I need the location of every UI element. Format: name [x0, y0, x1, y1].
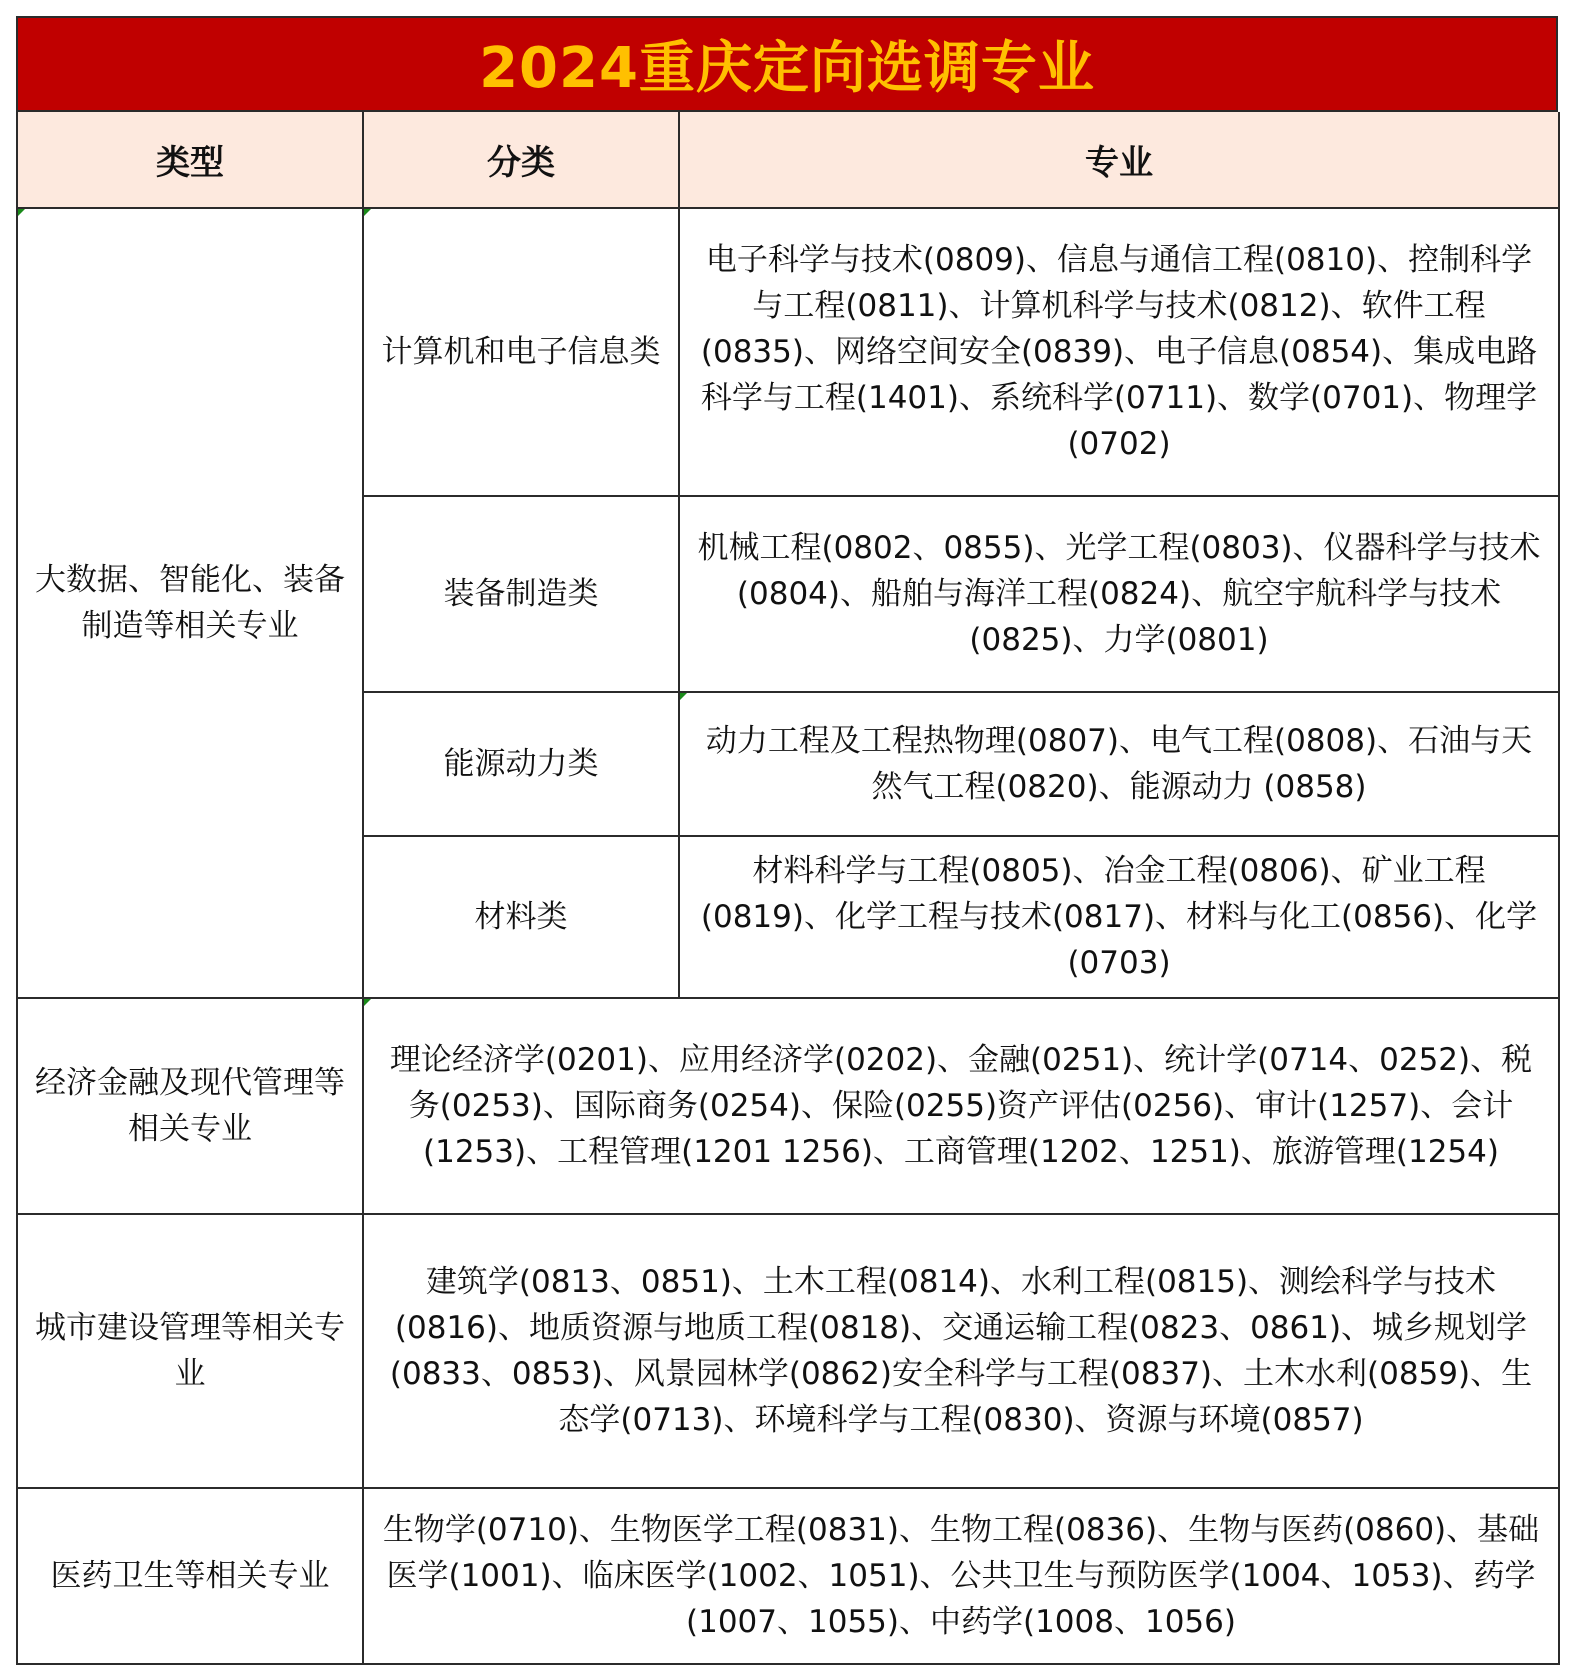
table-row — [17, 1488, 1559, 1664]
majors-cell-finance: 理论经济学(0201)、应用经济学(0202)、金融(0251)、统计学(0714、0252)、税务(0253)、国际商务(0254)、保险(0255)资产评估(0256)、审计(1257)、会计(1253)、工程管理(1201 1256)、工商管理(1202、1251)、旅游管理(1254) — [363, 998, 1559, 1214]
majors-cell-medical: 生物学(0710)、生物医学工程(0831)、生物工程(0836)、生物与医药(0860)、基础医学(1001)、临床医学(1002、1051)、公共卫生与预防医学(1004、1053)、药学(1007、1055)、中药学(1008、1056) — [363, 1488, 1559, 1664]
type-cell-medical: 医药卫生等相关专业 — [17, 1488, 363, 1664]
category-cell-equipment: 装备制造类 — [363, 496, 679, 692]
category-cell-energy: 能源动力类 — [363, 692, 679, 836]
category-cell-computer: 计算机和电子信息类 — [363, 208, 679, 496]
table-row — [17, 998, 1559, 1214]
type-cell-finance: 经济金融及现代管理等相关专业 — [17, 998, 363, 1214]
majors-cell-materials: 材料科学与工程(0805)、冶金工程(0806)、矿业工程(0819)、化学工程与技术(0817)、材料与化工(0856)、化学(0703) — [679, 836, 1559, 998]
table-row — [17, 1214, 1559, 1488]
header-majors: 专业 — [679, 112, 1559, 208]
sheet-title: 2024重庆定向选调专业 — [479, 36, 1095, 101]
table-row — [17, 208, 1559, 496]
header-row — [17, 112, 1559, 208]
category-cell-materials: 材料类 — [363, 836, 679, 998]
majors-sheet — [16, 16, 1558, 1665]
majors-cell-equipment: 机械工程(0802、0855)、光学工程(0803)、仪器科学与技术(0804)、船舶与海洋工程(0824)、航空宇航科学与技术(0825)、力学(0801) — [679, 496, 1559, 692]
majors-cell-computer: 电子科学与技术(0809)、信息与通信工程(0810)、控制科学与工程(0811)、计算机科学与技术(0812)、软件工程(0835)、网络空间安全(0839)、电子信息(0854)、集成电路科学与工程(1401)、系统科学(0711)、数学(0701)、物理学(0702) — [679, 208, 1559, 496]
type-cell-urban: 城市建设管理等相关专业 — [17, 1214, 363, 1488]
majors-cell-energy: 动力工程及工程热物理(0807)、电气工程(0808)、石油与天然气工程(0820)、能源动力 (0858) — [679, 692, 1559, 836]
majors-table — [16, 112, 1560, 1665]
header-type: 类型 — [17, 112, 363, 208]
type-cell-bigdata: 大数据、智能化、装备制造等相关专业 — [17, 208, 363, 998]
majors-cell-urban: 建筑学(0813、0851)、土木工程(0814)、水利工程(0815)、测绘科学与技术(0816)、地质资源与地质工程(0818)、交通运输工程(0823、0861)、城乡规划学(0833、0853)、风景园林学(0862)安全科学与工程(0837)、土木水利(0859)、生态学(0713)、环境科学与工程(0830)、资源与环境(0857) — [363, 1214, 1559, 1488]
title-bar — [16, 16, 1558, 112]
header-category: 分类 — [363, 112, 679, 208]
